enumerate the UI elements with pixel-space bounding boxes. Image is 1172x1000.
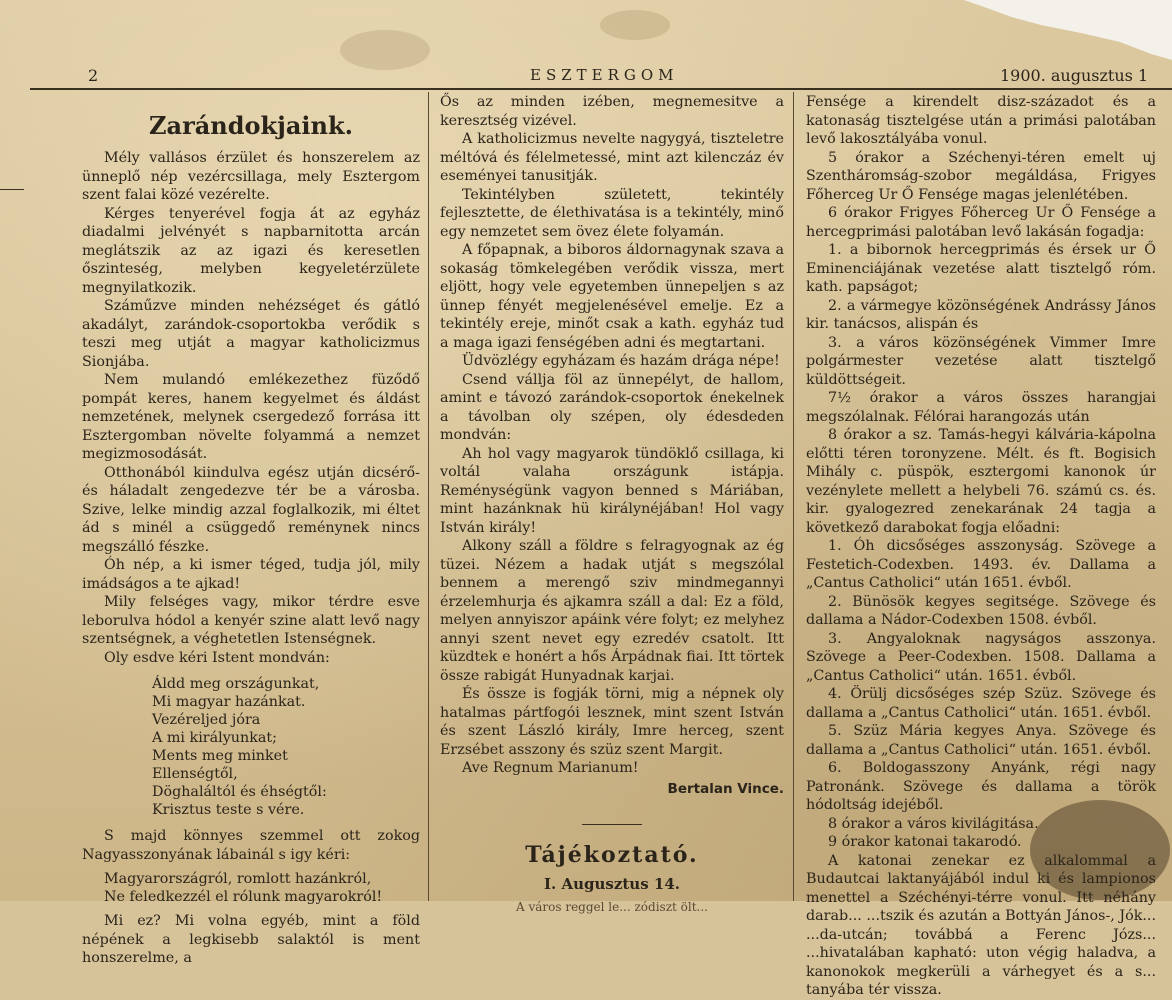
- paragraph: Nem mulandó emlékezethez füződő pompát keres, hanem kegyelmet és áldást nemzetének, melynek csergedező forrása itt Esztergomban növelte folyammá a nemzet megizmosodását.: [82, 372, 420, 462]
- paragraph: 6 órakor Frigyes Főherceg Ur Ő Fensége a hercegprimási palotában levő lakásán fogadja:: [806, 205, 1156, 240]
- paragraph: Otthonából kiindulva egész utján dicsérő- és háladalt zengedezve tér be a városba. Szive, lelke mindig azzal foglalkozik, mi éltet ád s minél a csüggedő reménynek nincs megszálló fészke.: [82, 464, 420, 555]
- header-rule: [30, 88, 1172, 90]
- masthead: ESZTERGOM: [530, 66, 679, 84]
- poem-line: Ellenségtől,: [152, 766, 238, 782]
- quote-line: Ne feledkezzél el rólunk magyarokról!: [104, 889, 383, 905]
- paragraph: 9 órakor katonai takarodó.: [828, 834, 1022, 850]
- section-subtitle: I. Augusztus 14.: [544, 875, 680, 893]
- paragraph: Óh nép, a ki ismer téged, tudja jól, mily imádságos a te ajkad!: [82, 557, 420, 592]
- poem-line: Krisztus teste s vére.: [152, 802, 305, 818]
- separator: [582, 824, 642, 825]
- torn-corner: [912, 0, 1172, 60]
- paragraph: Mi ez? Mi volna egyéb, mint a föld népének a legkisebb salaktól is ment honszerelme, a: [82, 913, 420, 966]
- poem-line: Vezéreljed jóra: [152, 712, 261, 728]
- article-title: Zarándokjaink.: [149, 111, 353, 140]
- paragraph: 3. Angyaloknak nagyságos asszonya. Szövege a Peer-Codexben. 1508. Dallama a „Cantus Catholici“ után. 1651. évből.: [806, 630, 1156, 684]
- poem: [152, 675, 420, 819]
- paragraph: Száműzve minden nehézséget és gátló akadályt, zarándok-csoportokba verődik s teszi meg utját a magyar katholicizmus Sionjába.: [82, 298, 420, 370]
- paragraph: Ah hol vagy magyarok tündöklő csillaga, ki voltál valaha országunk istápja. Reménységünk vagyon benned s Máriában, mint hazánknak hü királynéjában! Hol vagy István király!: [440, 445, 784, 536]
- column-2: [440, 93, 784, 914]
- paragraph: Ős az minden izében, megnemesitve a keresztség vizével.: [440, 94, 784, 129]
- column-rule: [428, 92, 429, 901]
- paper-stain: [600, 10, 670, 40]
- page-number: 2: [88, 66, 99, 85]
- paragraph: Tekintélyben született, tekintély fejlesztette, de élethivatása is a tekintély, minő egy nemzetet sem övez élete folyamán.: [440, 186, 784, 240]
- poem-line: Döghaláltól és éhségtől:: [152, 784, 327, 800]
- paragraph: 7½ órakor a város összes harangjai megszólalnak. Félórai harangozás után: [806, 390, 1156, 425]
- signature: Bertalan Vince.: [667, 780, 784, 797]
- column-1: [82, 93, 420, 966]
- paragraph: 4. Örülj dicsőséges szép Szüz. Szövege és dallama a „Cantus Catholici“ után. 1651. évből.: [806, 686, 1156, 721]
- paragraph: Mély vallásos érzület és honszerelem az ünneplő nép vezércsillaga, mely Esztergom szent falai közé vezérelte.: [82, 150, 420, 203]
- paragraph: 5. Szüz Mária kegyes Anya. Szövege és dallama a „Cantus Catholici“ után. 1651. évből.: [806, 723, 1156, 758]
- paragraph: Mily felséges vagy, mikor térdre esve leborulva hódol a kenyér szine alatt levő nagy szentségnek, a véghetetlen Istenségnek.: [82, 594, 420, 647]
- margin-mark: [0, 189, 24, 190]
- paragraph: Üdvözlégy egyházam és hazám drága népe!: [462, 353, 780, 369]
- section-title: Tájékoztató.: [525, 842, 699, 868]
- paragraph: 8 órakor a város kivilágitása.: [828, 815, 1039, 832]
- paragraph: 1. Óh dicsőséges asszonyság. Szövege a Festetich-Codexben. 1493. év. Dallama a „Cantus Catholici“ után 1651. évből.: [806, 538, 1156, 591]
- column-rule: [793, 92, 794, 901]
- paragraph: Alkony száll a földre s felragyognak az ég tüzei. Nézem a hadak utját s megszólal bennem a merengő sziv mindmegannyi érzelemhurja és ajkamra száll a dal: Ez a föld, melyen annyiszor apáink vére folyt; ez melyhez annyi szent nevet egy ezredév csatolt. Itt küzdtek e honért a hős Árpádnak fiai. Itt törtek össze rabigát Hunyadnak karjai.: [440, 538, 784, 684]
- paragraph: Ave Regnum Marianum!: [462, 760, 639, 776]
- paragraph: 2. a vármegye közönségének Andrássy János kir. tanácsos, alispán és: [806, 297, 1156, 332]
- paragraph: Oly esdve kéri Istent mondván:: [104, 649, 330, 666]
- paragraph: 5 órakor a Széchenyi-téren emelt uj Szentháromság-szobor megáldása, Frigyes Főherceg Ur Ő Fensége magas jelenlétében.: [806, 149, 1156, 203]
- paragraph: 6. Boldogasszony Anyánk, régi nagy Patronánk. Szövege és dallama a török hódoltság idejéből.: [806, 760, 1156, 813]
- poem-line: A mi királyunkat;: [152, 730, 277, 746]
- paragraph: 3. a város közönségének Vimmer Imre polgármester vezetése alatt tisztelgő küldöttségeit.: [806, 334, 1156, 388]
- paragraph: Kérges tenyerével fogja át az egyház diadalmi jelvényét s napbarnitotta arcán meglátszik az az igazi és keresetlen őszinteség, melyben kegyeletérzülete megnyilatkozik.: [82, 205, 420, 296]
- poem-line: Áldd meg országunkat,: [152, 676, 320, 692]
- paragraph: 2. Bünösök kegyes segitsége. Szövege és dallama a Nádor-Codexben 1508. évből.: [806, 593, 1156, 628]
- paragraph: S majd könnyes szemmel ott zokog Nagyasszonyának lábainál s igy kéri:: [82, 828, 420, 863]
- quote-line: Magyarországról, romlott hazánkról,: [104, 871, 372, 887]
- page-header: [0, 62, 1172, 88]
- paragraph: 8 órakor a sz. Tamás-hegyi kálvária-kápolna előtti téren toronyzene. Mélt. és ft. Bogisich Mihály c. püspök, esztergomi kanonok úr vezénylete mellett a helybeli 76. számú cs. és. kir. gyalogezred zenekarának 24 tagja a következő darabokat fogja előadni:: [806, 427, 1156, 536]
- paragraph: A főpapnak, a biboros áldornagynak szava a sokaság tömkelegében verődik vissza, mert eljött, hogy vele egyetemben ünnepeljen s az ünnep fényét megjelenésével emelje. Ez a tekintély ereje, minőt csak a kath. egyház tud a maga igazi fenségében adni és megtartani.: [440, 242, 784, 351]
- paragraph: 1. a bibornok hercegprimás és érsek ur Ő Eminenciájának vezetése alatt tisztelgő róm. kath. papságot;: [806, 242, 1156, 295]
- paragraph: Csend vállja föl az ünnepélyt, de hallom, amint e távozó zarándok-csoportok énekelnek a távolban oly szépen, oly édesdeden mondván:: [440, 371, 784, 443]
- paragraph: És össze is fogják törni, mig a népnek oly hatalmas pártfogói lesznek, mint szent István és szent László király, Imre herceg, szent Erzsébet asszony és szüz szent Margit.: [440, 686, 784, 758]
- column-3: [806, 93, 1157, 998]
- paragraph: Fensége a kirendelt disz-századot és a katonaság tisztelgése után a primási palotában levő lakosztályába vonul.: [806, 94, 1156, 147]
- dateline: 1900. augusztus 1: [1000, 66, 1149, 85]
- poem-line: Mi magyar hazánkat.: [152, 694, 306, 710]
- quote: [104, 870, 420, 906]
- cut-off-line: A város reggel le... zódiszt ölt...: [515, 899, 708, 914]
- paragraph: A katonai zenekar ez alkalommal a Budautcai laktanyájából indul ki és lampionos menettel a Széchényi-térre vonul. Itt néhány darab... ...tszik és azután a Bottyán János-, Jók... ...da-utcán; továbbá a Ferenc Józs... ...hivatalában kapható: uton végig haladva, a kanonokok megkerüli a várhegyet és a s... tanyába tér vissza.: [806, 852, 1157, 998]
- poem-line: Ments meg minket: [152, 748, 288, 764]
- paragraph: A katholicizmus nevelte nagygyá, tiszteletre méltóvá és félelmetessé, mint azt kilenczáz év eseményei tanusitják.: [440, 131, 784, 184]
